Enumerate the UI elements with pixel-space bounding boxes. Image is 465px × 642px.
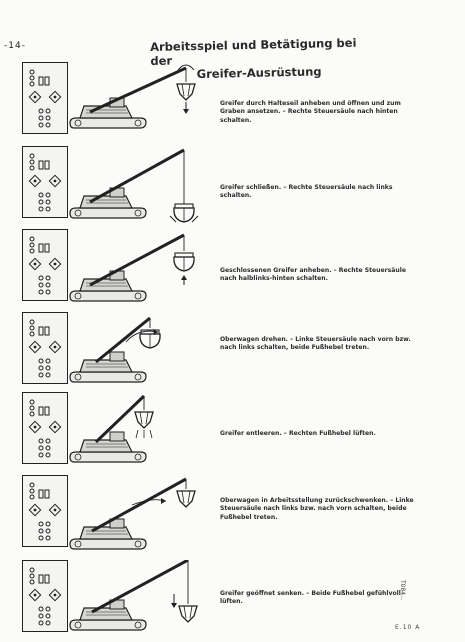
step-caption: Oberwagen in Arbeitsstellung zurückschwenken. – Linke Steuersäule nach links bzw. nach vorn schalten, beide Fußhebel treten. <box>220 497 414 521</box>
step-caption: Oberwagen drehen. – Linke Steuersäule nach vorn bzw. nach links schalten, beide Fußhebel treten. <box>220 336 411 352</box>
page-number: -14- <box>4 41 26 51</box>
step-caption: Greifer schließen. – Rechte Steuersäule nach links schalten. <box>220 184 393 200</box>
crane-diagram <box>66 62 216 144</box>
step-5 <box>0 392 465 474</box>
bottom-stamp: E.10 A <box>395 624 421 631</box>
crane-diagram <box>66 146 216 228</box>
control-panel-diagram <box>22 560 68 632</box>
step-2 <box>0 146 465 228</box>
step-caption: Greifer entleeren. – Rechten Fußhebel lüften. <box>220 430 376 437</box>
crane-diagram <box>66 475 216 557</box>
step-1 <box>0 62 465 144</box>
step-6 <box>0 475 465 557</box>
step-caption: Greifer geöffnet senken. – Beide Fußhebel gefühlvoll lüften. <box>220 590 401 606</box>
step-caption: Greifer durch Halteseil anheben und öffnen und zum Graben ansetzen. – Rechte Steuersäule nach hinten schalten. <box>220 100 401 124</box>
control-panel-diagram <box>22 229 68 301</box>
control-panel-diagram <box>22 475 68 547</box>
control-panel-diagram <box>22 62 68 134</box>
control-panel-diagram <box>22 146 68 218</box>
side-stamp: T084... <box>399 580 406 601</box>
crane-diagram <box>66 560 216 642</box>
control-panel-diagram <box>22 312 68 384</box>
title-line-2: Greifer-Ausrüstung <box>196 64 322 82</box>
step-4 <box>0 312 465 394</box>
step-caption: Geschlossenen Greifer anheben. – Rechte Steuersäule nach halblinks-hinten schalten. <box>220 267 406 283</box>
crane-diagram <box>66 312 216 394</box>
crane-diagram <box>66 392 216 474</box>
control-panel-diagram <box>22 392 68 464</box>
title-line-1: Arbeitsspiel und Betätigung bei der <box>150 35 357 68</box>
step-3 <box>0 229 465 311</box>
crane-diagram <box>66 229 216 311</box>
